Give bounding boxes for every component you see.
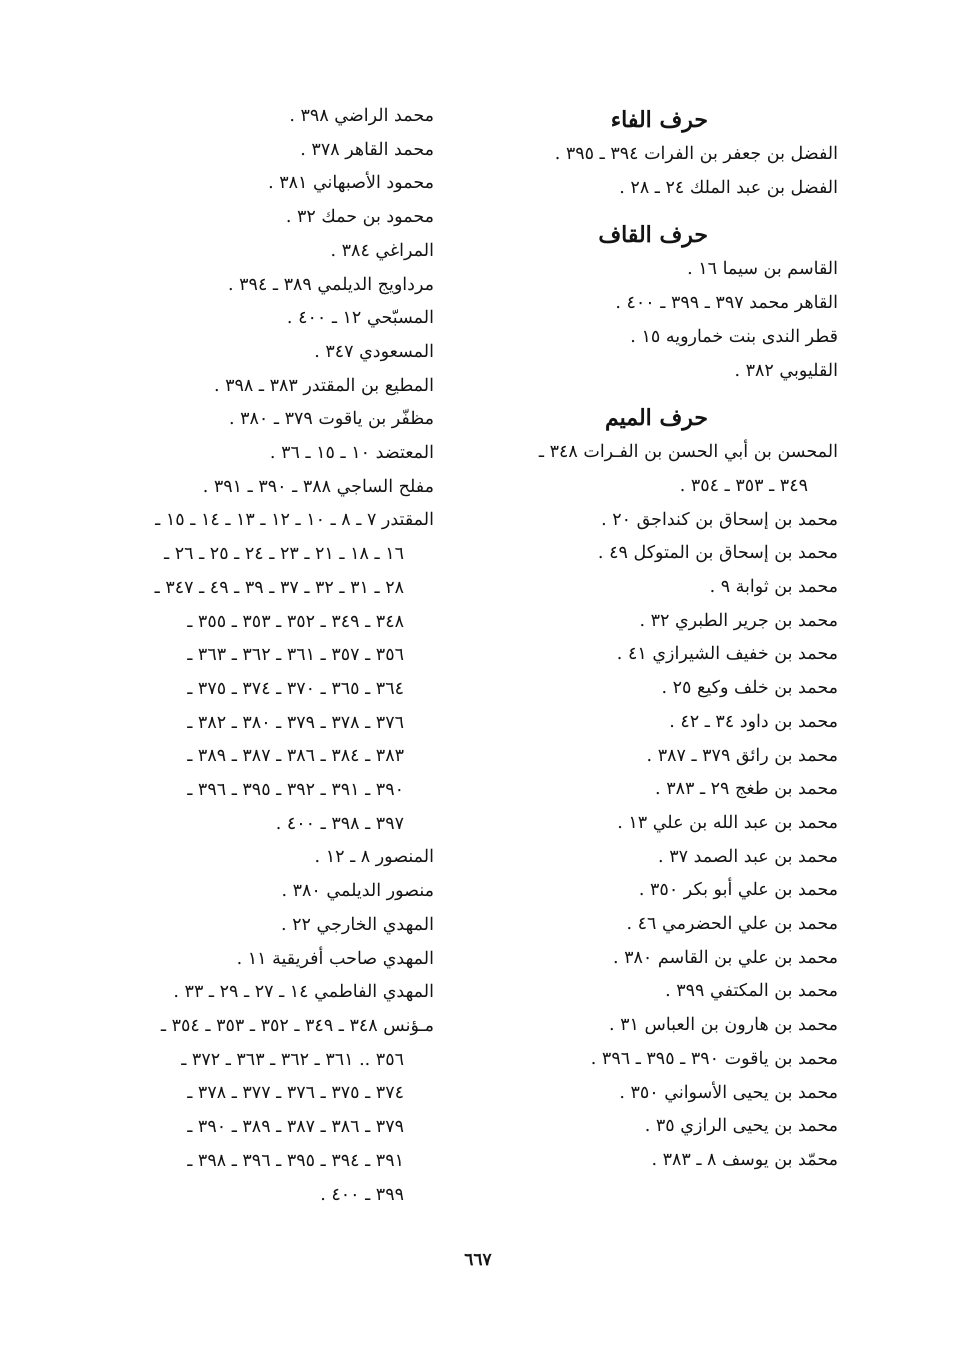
- left-column: [54, 100, 434, 1212]
- index-entry: منصور الديلمي ٣٨٠ .: [281, 881, 434, 902]
- index-entry: المطيع بن المقتدر ٣٨٣ ـ ٣٩٨ .: [213, 375, 434, 396]
- index-entry: محمد بن إسحاق بن كنداجق ٢٠ .: [601, 509, 838, 530]
- index-entry-continuation: ٣٧٤ ـ ٣٧٥ ـ ٣٧٦ ـ ٣٧٧ ـ ٣٧٨ ـ: [187, 1083, 404, 1104]
- index-entry: محمد بن عبد الله بن علي ١٣ .: [617, 812, 838, 833]
- index-entry: محمد بن إسحاق بن المتوكل ٤٩ .: [597, 543, 838, 564]
- index-entry-continuation: ٣٤٩ ـ ٣٥٣ ـ ٣٥٤ .: [679, 475, 808, 496]
- index-entry: محمد بن خلف وكيع ٢٥ .: [661, 678, 838, 699]
- index-entry: المهدي الفاطمي ١٤ ـ ٢٧ ـ ٢٩ ـ ٣٣ .: [173, 982, 434, 1003]
- index-entry: المهدي الخارجي ٢٢ .: [280, 914, 434, 935]
- index-entry-continuation: ٣٩٠ ـ ٣٩١ ـ ٣٩٢ ـ ٣٩٥ ـ ٣٩٦ ـ: [187, 780, 404, 801]
- section-heading-qaf: حرف القاف: [598, 222, 708, 249]
- index-entry-continuation: ٢٨ ـ ٣١ ـ ٣٢ ـ ٣٧ ـ ٣٩ ـ ٤٩ ـ ٣٤٧ ـ: [154, 577, 404, 598]
- index-entry-continuation: ٣٧٩ ـ ٣٨٦ ـ ٣٨٧ ـ ٣٨٩ ـ ٣٩٠ ـ: [187, 1117, 404, 1138]
- index-entry: المهدي صاحب أفريقية ١١ .: [236, 948, 434, 969]
- index-entry: محمد بن ياقوت ٣٩٠ ـ ٣٩٥ ـ ٣٩٦ .: [590, 1048, 838, 1069]
- index-entry: محمد بن داود ٣٤ ـ ٤٢ .: [669, 711, 838, 732]
- index-entry-continuation: ٣٤٨ ـ ٣٤٩ ـ ٣٥٢ ـ ٣٥٣ ـ ٣٥٥ ـ: [187, 611, 404, 632]
- index-entry: الفضل بن عبد الملك ٢٤ ـ ٢٨ .: [619, 177, 838, 198]
- index-entry: المسبّحي ١٢ ـ ٤٠٠ .: [286, 308, 434, 329]
- index-entry: محمد الراضي ٣٩٨ .: [289, 106, 434, 126]
- index-entry-continuation: ٣٧٦ ـ ٣٧٨ ـ ٣٧٩ ـ ٣٨٠ ـ ٣٨٢ ـ: [187, 712, 404, 733]
- section-heading-meem: حرف الميم: [604, 405, 708, 432]
- index-entry: مفلح الساجي ٣٨٨ ـ ٣٩٠ ـ ٣٩١ .: [202, 476, 434, 497]
- index-entry: القاهر محمد ٣٩٧ ـ ٣٩٩ ـ ٤٠٠ .: [615, 293, 838, 314]
- index-entry: محمّد بن يوسف ٨ ـ ٣٨٣ .: [651, 1149, 838, 1170]
- index-entry: الفضل بن جعفر بن الفرات ٣٩٤ ـ ٣٩٥ .: [554, 144, 838, 164]
- index-entry: محمد بن علي بن القاسم ٣٨٠ .: [612, 947, 838, 968]
- index-entry: المقتدر ٧ ـ ٨ ـ ١٠ ـ ١٢ ـ ١٣ ـ ١٤ ـ ١٥ ـ: [155, 510, 434, 531]
- index-entry-continuation: ٣٥٦ ـ ٣٥٧ ـ ٣٦١ ـ ٣٦٢ ـ ٣٦٣ ـ: [187, 645, 404, 666]
- index-entry: محمد بن علي الحضرمي ٤٦ .: [626, 914, 838, 935]
- page-number: ٦٦٧: [464, 1250, 492, 1270]
- index-entry: المسعودي ٣٤٧ .: [314, 341, 434, 362]
- index-entry: مظفّر بن ياقوت ٣٧٩ ـ ٣٨٠ .: [228, 409, 434, 430]
- index-entry-continuation: ٣٩٩ ـ ٤٠٠ .: [320, 1184, 404, 1205]
- index-entry: المنصور ٨ ـ ١٢ .: [314, 847, 434, 868]
- index-entry: محمد بن عبد الصمد ٣٧ .: [658, 846, 838, 867]
- index-entry: القليوبي ٣٨٢ .: [734, 360, 838, 381]
- right-column: [478, 100, 838, 1178]
- index-entry: محمد بن خفيف الشيرازي ٤١ .: [616, 644, 838, 665]
- index-entry: محمد بن طغج ٢٩ ـ ٣٨٣ .: [655, 779, 838, 800]
- index-entry: محمد بن يحيى الرازي ٣٥ .: [644, 1116, 838, 1137]
- section-heading-faa: حرف الفاء: [610, 107, 708, 133]
- index-entry: محمد بن هارون بن العباس ٣١ .: [608, 1015, 838, 1036]
- index-entry: قطر الندى بنت خمارويه ١٥ .: [630, 326, 838, 347]
- index-entry: مرداويج الديلمي ٣٨٩ ـ ٣٩٤ .: [228, 274, 434, 295]
- index-entry: المراغي ٣٨٤ .: [330, 240, 434, 261]
- index-entry-continuation: ١٦ ـ ١٨ ـ ٢١ ـ ٢٣ ـ ٢٤ ـ ٢٥ ـ ٢٦ ـ: [164, 544, 404, 565]
- index-entry: محمد بن المكتفي ٣٩٩ .: [665, 981, 838, 1002]
- index-entry: المحسن بن أبي الحسن بن الفـرات ٣٤٨ ـ: [538, 442, 838, 463]
- index-entry-continuation: ٣٩٧ ـ ٣٩٨ ـ ٤٠٠ .: [275, 813, 404, 834]
- index-entry: محمد بن ثوابة ٩ .: [709, 577, 838, 598]
- index-entry-continuation: ٣٦٤ ـ ٣٦٥ ـ ٣٧٠ ـ ٣٧٤ ـ ٣٧٥ ـ: [187, 678, 404, 699]
- index-entry: محمد بن جرير الطبري ٣٢ .: [639, 610, 838, 631]
- index-entry: القاسم بن سيما ١٦ .: [687, 259, 838, 280]
- index-entry: محمد بن علي أبو بكر ٣٥٠ .: [638, 880, 838, 901]
- index-entry: مـؤنس ٣٤٨ ـ ٣٤٩ ـ ٣٥٢ ـ ٣٥٣ ـ ٣٥٤ ـ: [160, 1015, 434, 1036]
- index-entry-continuation: ٣٥٦ .. ٣٦١ ـ ٣٦٢ ـ ٣٦٣ ـ ٣٧٢ ـ: [181, 1049, 404, 1070]
- index-entry: محمد بن يحيى الأسواني ٣٥٠ .: [619, 1082, 838, 1103]
- index-entry: محمد بن رائق ٣٧٩ ـ ٣٨٧ .: [646, 745, 838, 766]
- index-entry-continuation: ٣٩١ ـ ٣٩٤ ـ ٣٩٥ ـ ٣٩٦ ـ ٣٩٨ ـ: [187, 1150, 404, 1171]
- index-entry: محمود الأصبهاني ٣٨١ .: [268, 173, 434, 194]
- index-entry: المعتضد ١٠ ـ ١٥ ـ ٣٦ .: [269, 443, 434, 464]
- index-entry: محمود بن حمك ٣٢ .: [285, 207, 434, 228]
- index-entry-continuation: ٣٨٣ ـ ٣٨٤ ـ ٣٨٦ ـ ٣٨٧ ـ ٣٨٩ ـ: [187, 746, 404, 767]
- index-entry: محمد القاهر ٣٧٨ .: [300, 139, 434, 160]
